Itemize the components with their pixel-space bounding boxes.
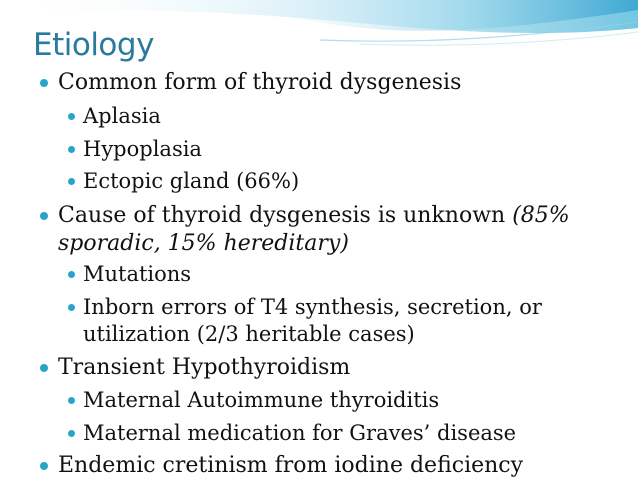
bullet-item xyxy=(58,67,461,98)
bullet-item xyxy=(58,200,570,231)
bullet-dot-icon xyxy=(68,304,75,311)
bullet-dot-icon xyxy=(40,364,48,372)
bullet-text: Hypoplasia xyxy=(83,137,202,161)
bullet-dot-icon xyxy=(68,146,75,153)
bullet-text: Mutations xyxy=(83,262,192,286)
bullet-continuation: sporadic, 15% hereditary) xyxy=(58,231,349,256)
bullet-dot-icon xyxy=(68,113,75,120)
bullet-text: Aplasia xyxy=(83,104,161,128)
sub-bullet-item xyxy=(83,418,516,449)
slide-title: Etiology xyxy=(33,27,154,63)
bullet-item xyxy=(58,450,523,481)
sub-bullet-item xyxy=(83,101,161,132)
bullet-text: Endemic cretinism from iodine deficiency xyxy=(58,453,524,478)
bullet-dot-icon xyxy=(40,79,48,87)
bullet-text: Maternal Autoimmune thyroiditis xyxy=(83,388,440,412)
bullet-dot-icon xyxy=(68,271,75,278)
bullet-continuation: utilization (2/3 heritable cases) xyxy=(83,322,415,346)
bullet-text: Maternal medication for Graves’ disease xyxy=(83,421,517,445)
bullet-text: Cause of thyroid dysgenesis is unknown xyxy=(58,203,506,228)
bullet-dot-icon xyxy=(40,212,48,220)
bullet-dot-icon xyxy=(40,462,48,470)
bullet-text: Transient Hypothyroidism xyxy=(58,355,351,380)
bullet-dot-icon xyxy=(68,397,75,404)
sub-bullet-item xyxy=(83,134,202,165)
sub-bullet-item xyxy=(83,385,439,416)
bullet-text: Inborn errors of T4 synthesis, secretion, or xyxy=(83,295,542,319)
sub-bullet-item xyxy=(83,259,191,290)
sub-bullet-item xyxy=(83,166,299,197)
bullet-item xyxy=(58,352,350,383)
bullet-italic-text: (85% xyxy=(512,203,570,228)
bullet-text: Ectopic gland (66%) xyxy=(83,169,300,193)
bullet-dot-icon xyxy=(68,178,75,185)
bullet-text: Common form of thyroid dysgenesis xyxy=(58,70,462,95)
bullet-dot-icon xyxy=(68,430,75,437)
